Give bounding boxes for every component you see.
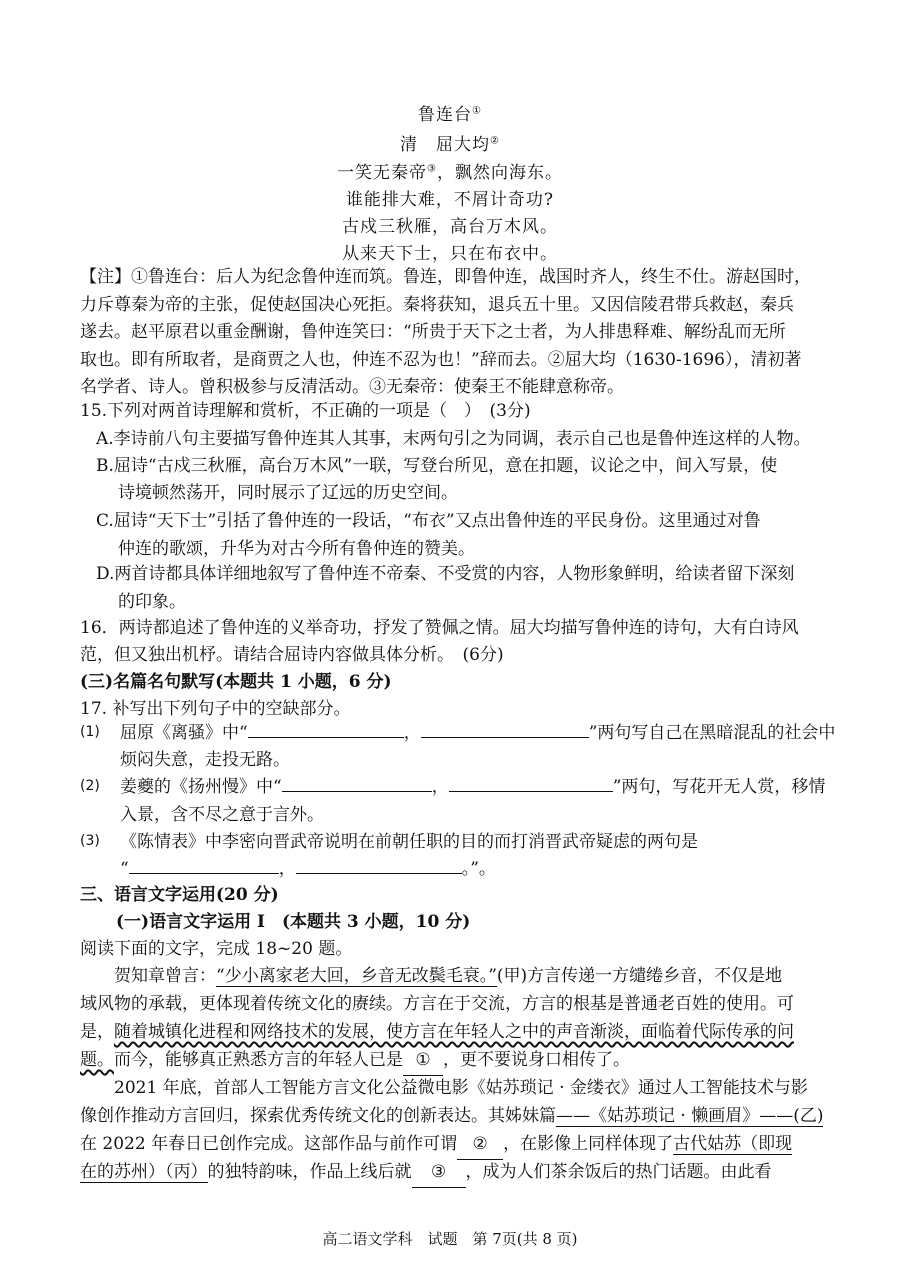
fill-item-2-cont: 入景，含不尽之意于言外。 bbox=[120, 805, 324, 825]
option-c-cont: 仲连的歌颂，升华为对古今所有鲁仲连的赞美。 bbox=[118, 539, 475, 559]
underlined-title: ——《姑苏琐记 · 懒画眉》——(乙) bbox=[556, 1106, 824, 1126]
question-17-stem: 17. 补写出下列句子中的空缺部分。 bbox=[80, 699, 351, 719]
poem-author: 清 屈大均② bbox=[400, 135, 500, 155]
option-d: D.两首诗都具体详细地叙写了鲁仲连不帝秦、不受赏的内容，人物形象鲜明，给读者留下深刻 bbox=[96, 564, 795, 584]
reading-instruction: 阅读下面的文字，完成 18~20 题。 bbox=[80, 939, 353, 959]
blank-3[interactable]: ③ bbox=[412, 1158, 466, 1188]
question-16: 16．两诗都追述了鲁仲连的义举奇功，抒发了赞佩之情。屈大均描写鲁仲连的诗句，大有白诗风 bbox=[80, 618, 799, 638]
note-line: 【注】①鲁连台：后人为纪念鲁仲连而筑。鲁连，即鲁仲连，战国时齐人，终生不仕。游赵国时， bbox=[80, 267, 811, 287]
section-heading: (三)名篇名句默写(本题共 1 小题，6 分) bbox=[80, 672, 392, 692]
fill-item-3-cont: “ ， 。”。 bbox=[120, 859, 496, 879]
fill-item-3: 《陈情表》中李密向晋武帝说明在前朝任职的目的而打消晋武帝疑虑的两句是 bbox=[120, 832, 698, 852]
poem-line: 从来天下士，只在布衣中。 bbox=[342, 244, 558, 264]
fill-item-1: 屈原《离骚》中“ ， ”两句写自己在黑暗混乱的社会中 bbox=[120, 723, 836, 743]
passage-line: 像创作推动方言回归，探索优秀传统文化的创新表达。其姊妹篇——《姑苏琐记 · 懒画眉》——(乙) bbox=[80, 1106, 824, 1126]
passage-line: 域风物的承载，更体现着传统文化的赓续。方言在于交流，方言的根基是普通老百姓的使用。可 bbox=[80, 994, 794, 1014]
option-c: C.屈诗“天下士”引括了鲁仲连的一段话，“布衣”又点出鲁仲连的平民身份。这里通过对鲁 bbox=[96, 511, 761, 531]
option-d-cont: 的印象。 bbox=[118, 592, 186, 612]
answer-blank[interactable] bbox=[421, 721, 589, 738]
wavy-underlined-sentence: 随着城镇化进程和网络技术的发展，使方言在年轻人之中的声音渐淡，面临着代际传承的问 bbox=[114, 1022, 794, 1042]
footnote-marker: ③ bbox=[427, 163, 437, 175]
note-line: 名学者、诗人。曾积极参与反清活动。③无秦帝：使秦王不能肆意称帝。 bbox=[80, 377, 624, 397]
underlined-quote: “少小离家老大回，乡音无改鬓毛衰。” bbox=[216, 966, 497, 986]
item-number: (3) bbox=[80, 833, 100, 849]
passage-line: 贺知章曾言：“少小离家老大回，乡音无改鬓毛衰。”(甲)方言传递一方缱绻乡音，不仅是地 bbox=[114, 966, 783, 986]
option-a: A.李诗前八句主要描写鲁仲连其人其事，末两句引之为同调，表示自己也是鲁仲连这样的人物。 bbox=[96, 429, 811, 449]
blank-1[interactable]: ① bbox=[403, 1046, 443, 1076]
fill-item-1-cont: 烦闷失意，走投无路。 bbox=[120, 750, 290, 770]
passage-line: 在的苏州）（丙）的独特韵味，作品上线后就 ③ ，成为人们茶余饭后的热门话题。由此看 bbox=[80, 1158, 840, 1188]
poem-title: 鲁连台① bbox=[418, 105, 482, 125]
note-line: 力斥尊秦为帝的主张，促使赵国决心死拒。秦将获知，退兵五十里。又因信陵君带兵救赵，秦兵 bbox=[80, 295, 794, 315]
page-footer: 高二语文学科 试题 第 7页(共 8 页) bbox=[322, 1230, 578, 1248]
fill-item-2: 姜夔的《扬州慢》中“ ， ”两句，写花开无人赏，移情 bbox=[120, 777, 826, 797]
passage-line: 题。而今，能够真正熟悉方言的年轻人已是 ① ，更不要说身口相传了。 bbox=[80, 1046, 840, 1076]
note-line: 遂去。赵平原君以重金酬谢，鲁仲连笑曰：“所贵于天下之士者，为人排患释难、解纷乱而无所 bbox=[80, 322, 786, 342]
item-number: (1) bbox=[80, 724, 100, 740]
item-number: (2) bbox=[80, 778, 100, 794]
poem-line: 谁能排大难，不屑计奇功? bbox=[345, 190, 555, 210]
blank-2[interactable]: ② bbox=[457, 1130, 503, 1160]
passage-line: 在 2022 年春日已创作完成。这部作品与前作可谓 ② ，在影像上同样体现了古代姑苏（即现 bbox=[80, 1130, 840, 1160]
answer-blank[interactable] bbox=[296, 857, 462, 874]
footnote-marker: ① bbox=[472, 105, 482, 117]
poem-line: 古戍三秋雁，高台万木风。 bbox=[342, 217, 558, 237]
note-line: 取也。即有所取者，是商贾之人也，仲连不忍为也！”辞而去。②屈大均（1630-1696），清初著 bbox=[80, 350, 802, 370]
answer-blank[interactable] bbox=[449, 775, 613, 792]
underlined-phrase-cont: 在的苏州）（丙） bbox=[80, 1162, 208, 1182]
poem-line: 一笑无秦帝③，飘然向海东。 bbox=[337, 163, 563, 183]
answer-blank[interactable] bbox=[129, 857, 279, 874]
part-heading: 三、语言文字运用(20 分) bbox=[80, 885, 279, 905]
underlined-phrase: 古代姑苏（即现 bbox=[673, 1134, 793, 1154]
footnote-marker: ② bbox=[490, 135, 500, 147]
answer-blank[interactable] bbox=[282, 775, 432, 792]
passage-line: 是，随着城镇化进程和网络技术的发展，使方言在年轻人之中的声音渐淡，面临着代际传承的问 bbox=[80, 1022, 794, 1042]
wavy-underlined-sentence-end: 题。 bbox=[80, 1050, 114, 1070]
option-b: B.屈诗“古戍三秋雁，高台万木风”一联，写登台所见，意在扣题，议论之中，间入写景，使 bbox=[96, 456, 778, 476]
subpart-heading: (一)语言文字运用 I (本题共 3 小题，10 分) bbox=[116, 912, 471, 932]
answer-blank[interactable] bbox=[248, 721, 404, 738]
question-15-stem: 15.下列对两首诗理解和赏析，不正确的一项是（ ） (3分) bbox=[80, 401, 531, 421]
option-b-cont: 诗境顿然荡开，同时展示了辽远的历史空间。 bbox=[118, 483, 458, 503]
passage-line: 2021 年底，首部人工智能方言文化公益微电影《姑苏琐记 · 金缕衣》通过人工智能技术与影 bbox=[114, 1078, 808, 1098]
question-16-cont: 范，但又独出机杼。请结合屈诗内容做具体分析。 (6分) bbox=[80, 645, 504, 665]
